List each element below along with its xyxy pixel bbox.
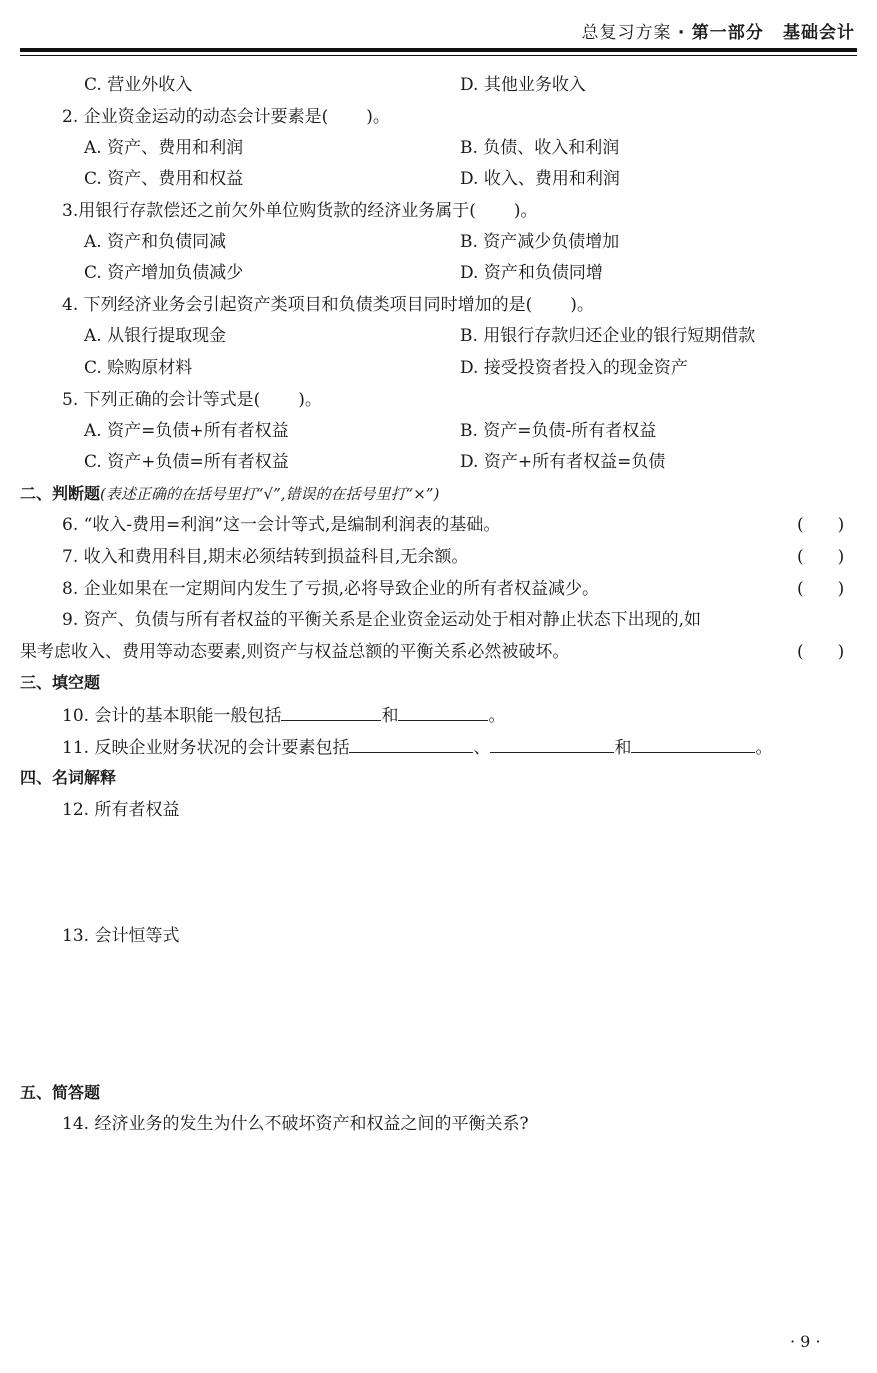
- header-title: 总复习方案 · 第一部分 基础会计: [581, 23, 855, 43]
- q2-option-c: C. 资产、费用和权益: [84, 169, 244, 189]
- page-header: [20, 12, 857, 58]
- q3-option-a: A. 资产和负债同减: [84, 232, 227, 252]
- section-judge-title: 二、判断题(表述正确的在括号里打“√”,错误的在括号里打“×”): [20, 484, 440, 503]
- header-rule-thin: [20, 55, 857, 56]
- question-13: 13. 会计恒等式: [62, 926, 180, 946]
- q1-option-c: C. 营业外收入: [84, 75, 193, 95]
- section-fill-title: 三、填空题: [20, 673, 101, 692]
- q1-option-d: D. 其他业务收入: [460, 75, 586, 95]
- page-number: · 9 ·: [790, 1332, 821, 1351]
- q5-option-d: D. 资产+所有者权益=负债: [460, 452, 666, 472]
- question-7: 7. 收入和费用科目,期末必须结转到损益科目,无余额。: [62, 547, 469, 567]
- q2-option-d: D. 收入、费用和利润: [460, 169, 620, 189]
- q2-option-a: A. 资产、费用和利润: [84, 138, 244, 158]
- answer-paren-7: ( ): [797, 547, 845, 567]
- q3-option-c: C. 资产增加负债减少: [84, 263, 244, 283]
- header-rule-thick: [20, 48, 857, 52]
- answer-paren-8: ( ): [797, 579, 845, 599]
- q2-option-b: B. 负债、收入和利润: [460, 138, 620, 158]
- question-5: 5. 下列正确的会计等式是( )。: [62, 390, 322, 410]
- answer-paren-6: ( ): [797, 515, 845, 535]
- question-8: 8. 企业如果在一定期间内发生了亏损,必将导致企业的所有者权益减少。: [62, 579, 600, 599]
- q4-option-d: D. 接受投资者投入的现金资产: [460, 358, 688, 378]
- question-4: 4. 下列经济业务会引起资产类项目和负债类项目同时增加的是( )。: [62, 295, 594, 315]
- q3-option-d: D. 资产和负债同增: [460, 263, 603, 283]
- question-9-line1: 9. 资产、负债与所有者权益的平衡关系是企业资金运动处于相对静止状态下出现的,如: [62, 610, 702, 630]
- q4-option-a: A. 从银行提取现金: [84, 326, 227, 346]
- header-bullet: ·: [677, 23, 686, 43]
- q4-option-b: B. 用银行存款归还企业的银行短期借款: [460, 326, 756, 346]
- q3-option-b: B. 资产减少负债增加: [460, 232, 620, 252]
- question-6: 6. “收入-费用=利润”这一会计等式,是编制利润表的基础。: [62, 515, 501, 535]
- section-terms-title: 四、名词解释: [20, 768, 117, 787]
- question-2: 2. 企业资金运动的动态会计要素是( )。: [62, 107, 390, 127]
- question-12: 12. 所有者权益: [62, 800, 180, 820]
- answer-paren-9: ( ): [797, 642, 845, 662]
- question-11: 11. 反映企业财务状况的会计要素包括 、 和 。: [62, 738, 773, 758]
- question-14: 14. 经济业务的发生为什么不破坏资产和权益之间的平衡关系?: [62, 1114, 529, 1134]
- question-9-line2: 果考虑收入、费用等动态要素,则资产与权益总额的平衡关系必然被破坏。: [20, 642, 570, 662]
- question-3: 3.用银行存款偿还之前欠外单位购货款的经济业务属于( )。: [62, 201, 538, 221]
- q5-option-a: A. 资产=负债+所有者权益: [84, 421, 289, 441]
- q5-option-c: C. 资产+负债=所有者权益: [84, 452, 289, 472]
- q5-option-b: B. 资产=负债-所有者权益: [460, 421, 657, 441]
- question-10: 10. 会计的基本职能一般包括 和 。: [62, 706, 506, 726]
- q4-option-c: C. 赊购原材料: [84, 358, 193, 378]
- section-short-title: 五、简答题: [20, 1083, 101, 1102]
